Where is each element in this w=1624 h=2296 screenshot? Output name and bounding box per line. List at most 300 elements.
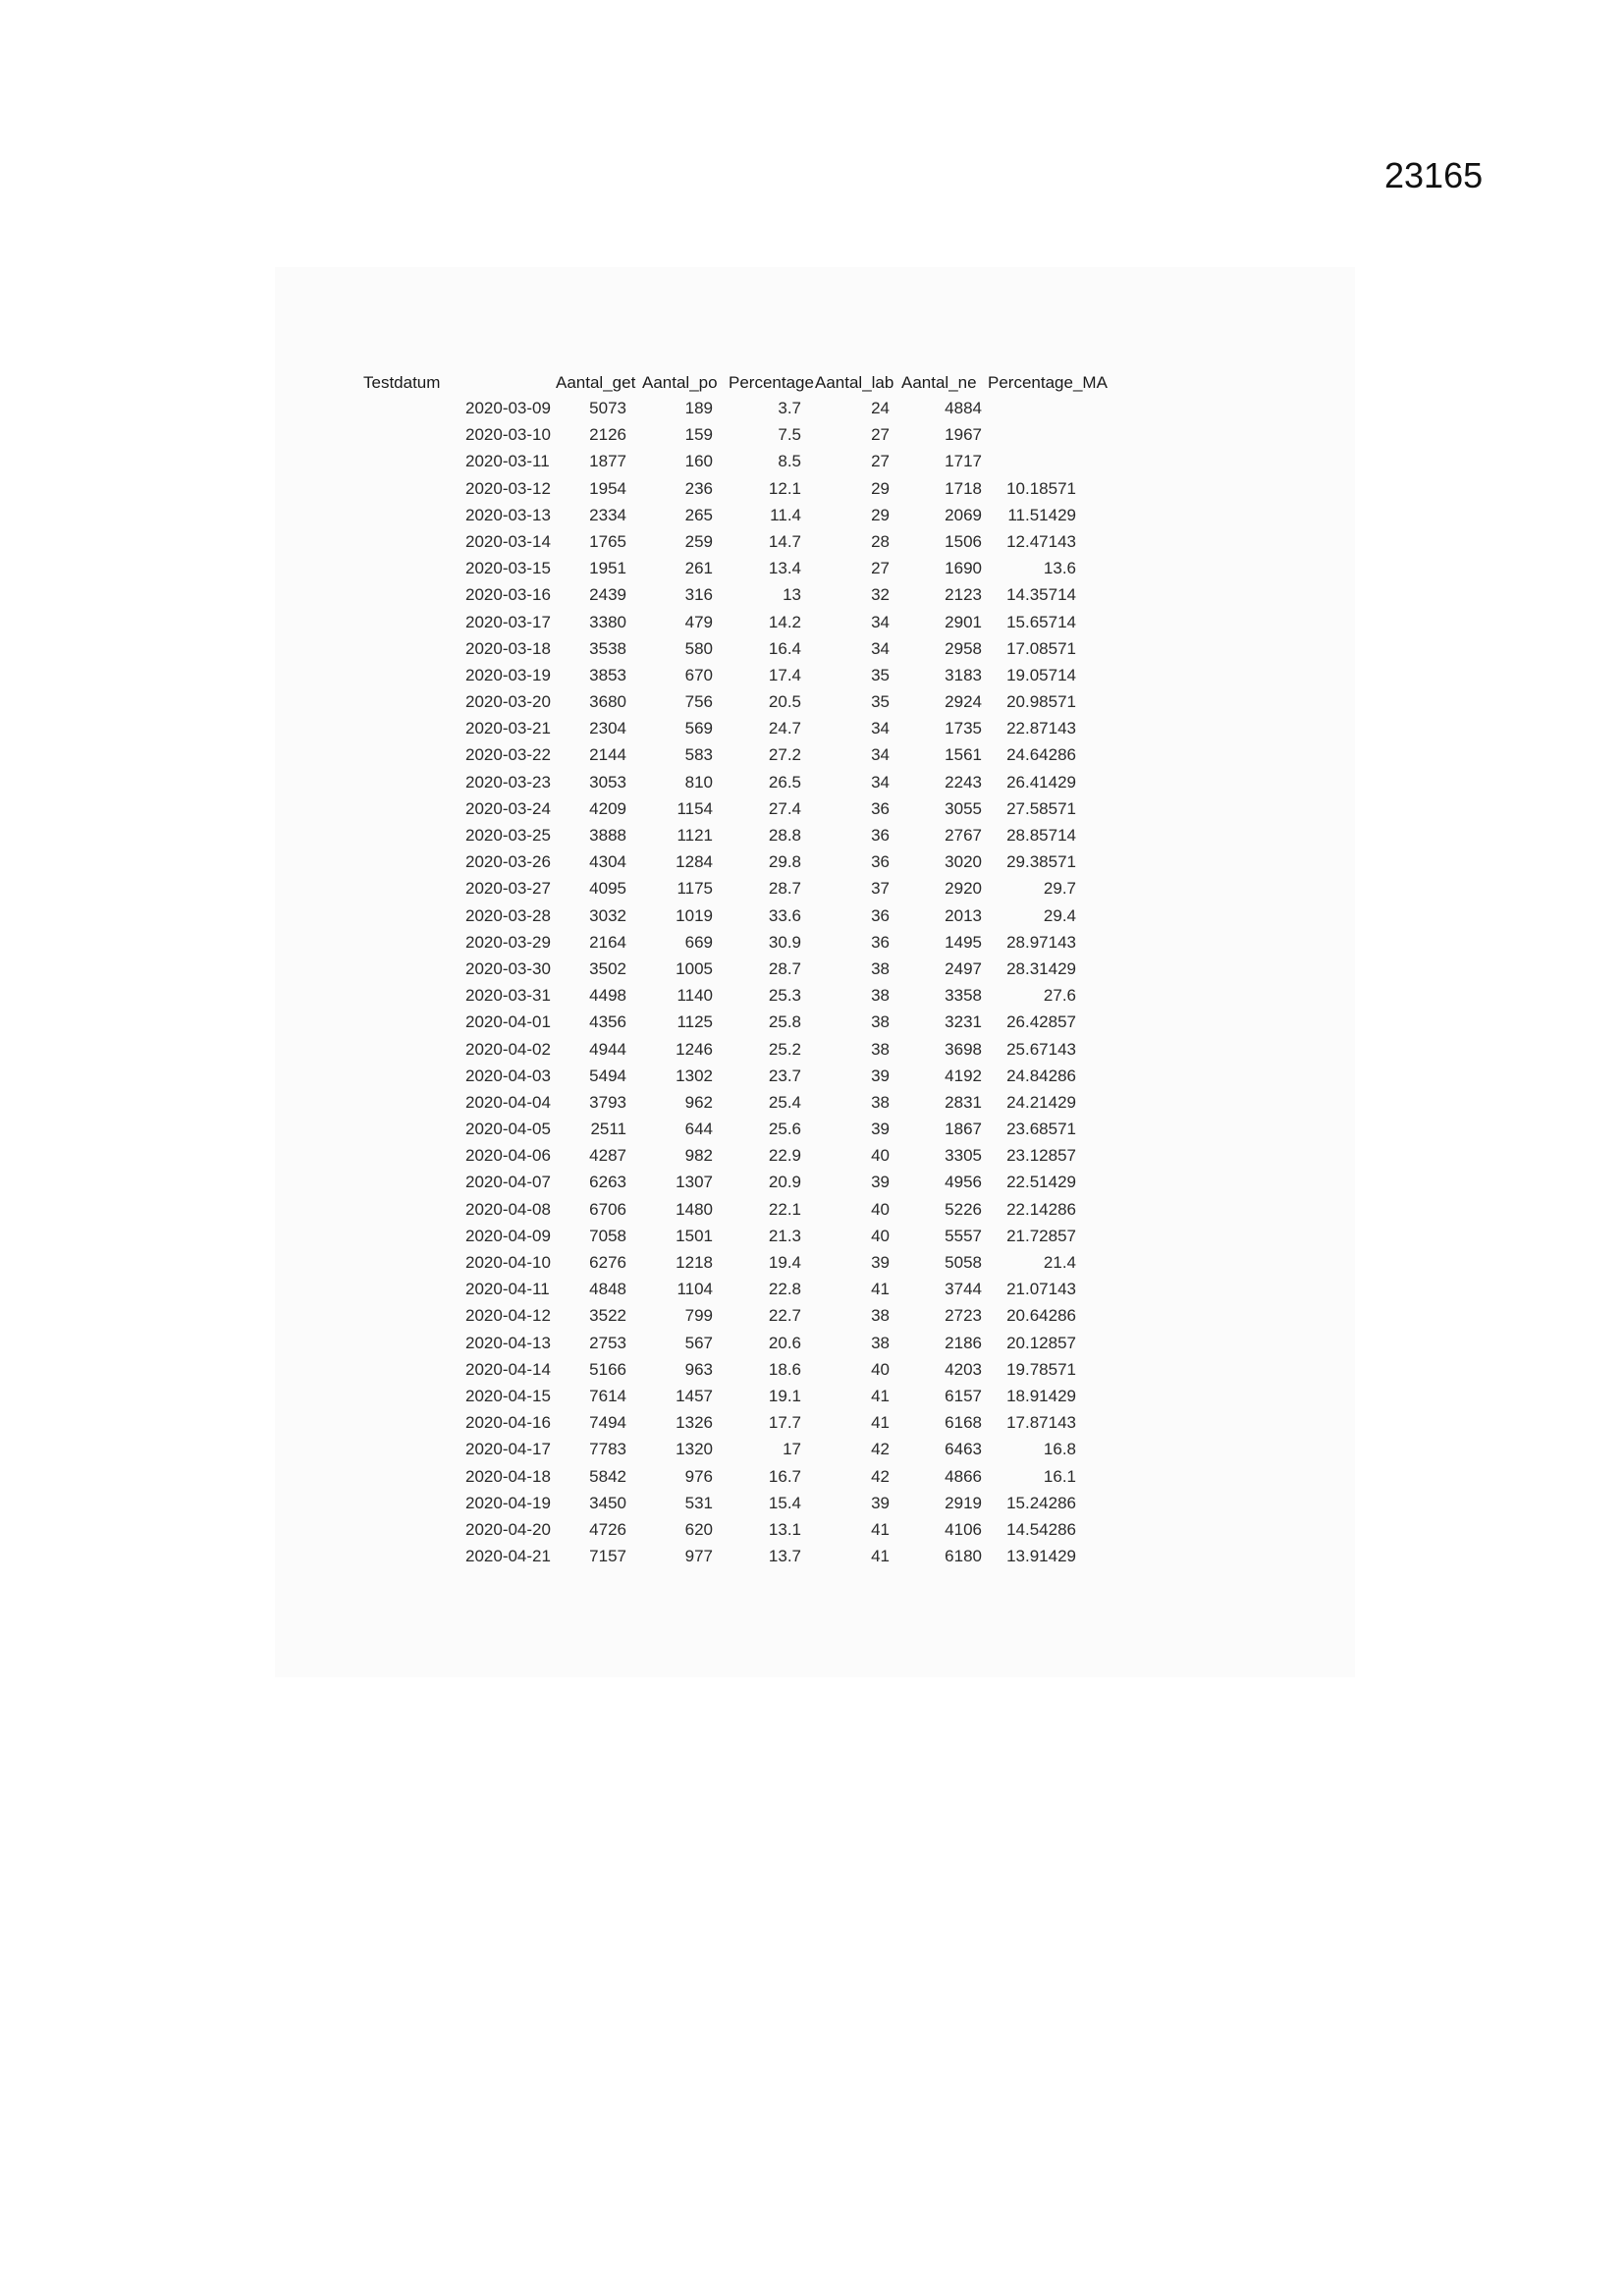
cell-aantal-ne: 6168	[945, 1413, 982, 1433]
table-row	[363, 1306, 1129, 1333]
table-row	[363, 745, 1129, 772]
cell-aantal-lab: 27	[871, 559, 890, 578]
table-row	[363, 826, 1129, 852]
cell-aantal-lab: 38	[871, 986, 890, 1006]
cell-percentage: 17.7	[768, 1413, 801, 1433]
cell-percentage-ma: 27.58571	[1006, 798, 1076, 818]
cell-aantal-get: 3888	[589, 826, 626, 845]
cell-aantal-lab: 34	[871, 612, 890, 631]
cell-aantal-get: 3522	[589, 1306, 626, 1326]
cell-aantal-lab: 42	[871, 1466, 890, 1486]
cell-testdatum: 2020-03-11	[465, 452, 550, 471]
cell-percentage: 17.4	[768, 665, 801, 684]
cell-aantal-po: 1320	[676, 1440, 713, 1459]
cell-percentage: 22.9	[768, 1146, 801, 1166]
cell-percentage-ma: 22.51429	[1006, 1173, 1076, 1192]
cell-testdatum: 2020-03-25	[465, 826, 551, 845]
header-testdatum: Testdatum	[363, 373, 441, 392]
cell-percentage: 25.6	[768, 1120, 801, 1139]
cell-aantal-get: 4944	[589, 1039, 626, 1059]
cell-percentage: 27.2	[768, 745, 801, 765]
cell-aantal-get: 3032	[589, 905, 626, 925]
cell-percentage-ma: 22.14286	[1006, 1199, 1076, 1219]
cell-percentage-ma: 14.54286	[1006, 1519, 1076, 1539]
cell-testdatum: 2020-03-29	[465, 932, 551, 952]
cell-aantal-get: 4095	[589, 879, 626, 899]
cell-aantal-po: 531	[684, 1493, 713, 1512]
cell-aantal-ne: 5226	[945, 1199, 982, 1219]
table-row	[363, 1093, 1129, 1120]
cell-aantal-get: 3680	[589, 692, 626, 712]
table-row	[363, 906, 1129, 933]
cell-aantal-ne: 2767	[945, 826, 982, 845]
cell-aantal-ne: 6157	[945, 1386, 982, 1405]
cell-percentage-ma: 17.87143	[1006, 1413, 1076, 1433]
cell-percentage-ma: 11.51429	[1007, 505, 1076, 524]
cell-aantal-lab: 38	[871, 1012, 890, 1032]
header-aantal-lab: Aantal_lab	[815, 373, 894, 392]
table-row	[363, 692, 1129, 719]
cell-aantal-po: 583	[684, 745, 713, 765]
cell-percentage: 26.5	[768, 772, 801, 792]
table-row	[363, 1280, 1129, 1306]
cell-percentage-ma: 23.68571	[1006, 1120, 1076, 1139]
cell-percentage-ma: 22.87143	[1006, 719, 1076, 738]
cell-aantal-get: 1877	[589, 452, 626, 471]
cell-percentage: 33.6	[768, 905, 801, 925]
cell-testdatum: 2020-03-10	[465, 425, 551, 445]
table-row	[363, 479, 1129, 506]
cell-aantal-ne: 3744	[945, 1280, 982, 1299]
cell-aantal-get: 3853	[589, 665, 626, 684]
cell-percentage-ma: 12.47143	[1006, 531, 1076, 551]
cell-aantal-get: 7494	[589, 1413, 626, 1433]
cell-percentage-ma: 13.6	[1043, 559, 1076, 578]
cell-aantal-get: 4498	[589, 986, 626, 1006]
cell-aantal-ne: 2123	[945, 585, 982, 605]
cell-aantal-ne: 4203	[945, 1359, 982, 1379]
cell-testdatum: 2020-04-21	[465, 1547, 551, 1566]
cell-aantal-ne: 2919	[945, 1493, 982, 1512]
cell-percentage-ma: 28.31429	[1006, 958, 1076, 978]
cell-percentage: 13.7	[768, 1547, 801, 1566]
cell-aantal-lab: 40	[871, 1226, 890, 1245]
cell-testdatum: 2020-03-22	[465, 745, 551, 765]
cell-percentage-ma: 20.12857	[1006, 1333, 1076, 1352]
cell-percentage-ma: 28.97143	[1006, 932, 1076, 952]
cell-percentage: 11.4	[770, 505, 801, 524]
cell-aantal-get: 7058	[589, 1226, 626, 1245]
cell-aantal-po: 160	[684, 452, 713, 471]
cell-aantal-ne: 2958	[945, 638, 982, 658]
table-row	[363, 1467, 1129, 1494]
cell-aantal-ne: 4192	[945, 1066, 982, 1085]
table-row	[363, 399, 1129, 425]
cell-aantal-lab: 39	[871, 1066, 890, 1085]
cell-aantal-get: 4304	[589, 852, 626, 872]
table-row	[363, 986, 1129, 1012]
cell-aantal-ne: 3183	[945, 665, 982, 684]
cell-testdatum: 2020-03-17	[465, 612, 551, 631]
cell-aantal-po: 670	[684, 665, 713, 684]
cell-percentage: 28.7	[768, 879, 801, 899]
cell-percentage: 20.9	[768, 1173, 801, 1192]
cell-aantal-lab: 27	[871, 452, 890, 471]
cell-aantal-po: 756	[684, 692, 713, 712]
table-row	[363, 559, 1129, 585]
cell-percentage-ma: 15.24286	[1006, 1493, 1076, 1512]
cell-aantal-po: 1121	[677, 826, 713, 845]
cell-testdatum: 2020-03-20	[465, 692, 551, 712]
cell-aantal-lab: 41	[871, 1386, 890, 1405]
cell-percentage: 16.4	[768, 638, 801, 658]
cell-testdatum: 2020-04-05	[465, 1120, 551, 1139]
cell-aantal-get: 5073	[589, 399, 626, 417]
cell-testdatum: 2020-03-26	[465, 852, 551, 872]
cell-aantal-po: 259	[684, 531, 713, 551]
cell-aantal-po: 580	[684, 638, 713, 658]
cell-aantal-lab: 34	[871, 745, 890, 765]
cell-aantal-lab: 34	[871, 638, 890, 658]
header-aantal-ne: Aantal_ne	[901, 373, 977, 392]
cell-aantal-get: 4209	[589, 798, 626, 818]
cell-aantal-po: 265	[684, 505, 713, 524]
cell-testdatum: 2020-04-18	[465, 1466, 551, 1486]
cell-aantal-lab: 41	[871, 1547, 890, 1566]
cell-percentage-ma: 20.98571	[1006, 692, 1076, 712]
cell-aantal-po: 1307	[676, 1173, 713, 1192]
cell-aantal-po: 1019	[676, 905, 713, 925]
cell-aantal-po: 1480	[676, 1199, 713, 1219]
cell-aantal-lab: 41	[871, 1413, 890, 1433]
table-row	[363, 1227, 1129, 1253]
cell-aantal-lab: 39	[871, 1120, 890, 1139]
cell-aantal-get: 5494	[589, 1066, 626, 1085]
cell-aantal-ne: 2497	[945, 958, 982, 978]
cell-aantal-get: 1951	[589, 559, 626, 578]
cell-aantal-lab: 38	[871, 1333, 890, 1352]
cell-aantal-ne: 4106	[945, 1519, 982, 1539]
cell-aantal-po: 977	[684, 1547, 713, 1566]
cell-percentage-ma: 23.12857	[1006, 1146, 1076, 1166]
cell-testdatum: 2020-04-04	[465, 1092, 551, 1112]
table-row	[363, 1120, 1129, 1146]
cell-percentage: 12.1	[768, 478, 801, 498]
cell-aantal-lab: 41	[871, 1519, 890, 1539]
table-row	[363, 639, 1129, 666]
cell-percentage-ma: 26.42857	[1006, 1012, 1076, 1032]
cell-testdatum: 2020-03-23	[465, 772, 551, 792]
cell-aantal-get: 1765	[589, 531, 626, 551]
cell-testdatum: 2020-03-16	[465, 585, 551, 605]
cell-percentage: 19.4	[768, 1253, 801, 1272]
cell-aantal-get: 2511	[590, 1120, 626, 1139]
page-number: 23165	[1384, 155, 1484, 195]
table-body	[363, 399, 1129, 1573]
cell-percentage: 27.4	[768, 798, 801, 818]
header-aantal-get: Aantal_get	[556, 373, 636, 392]
header-aantal-po: Aantal_po	[642, 373, 718, 392]
table-row	[363, 532, 1129, 559]
table-row	[363, 1253, 1129, 1280]
cell-aantal-ne: 2901	[945, 612, 982, 631]
cell-aantal-po: 962	[684, 1092, 713, 1112]
cell-testdatum: 2020-03-30	[465, 958, 551, 978]
cell-aantal-lab: 28	[871, 531, 890, 551]
cell-percentage-ma: 13.91429	[1006, 1547, 1076, 1566]
cell-aantal-lab: 40	[871, 1199, 890, 1219]
cell-percentage: 25.8	[768, 1012, 801, 1032]
cell-percentage-ma: 29.4	[1043, 905, 1076, 925]
cell-percentage-ma: 15.65714	[1006, 612, 1076, 631]
table-row	[363, 1387, 1129, 1413]
cell-percentage-ma: 10.18571	[1006, 478, 1076, 498]
table-row	[363, 1547, 1129, 1573]
cell-aantal-get: 2334	[589, 505, 626, 524]
cell-aantal-ne: 2924	[945, 692, 982, 712]
cell-testdatum: 2020-03-27	[465, 879, 551, 899]
cell-aantal-get: 2126	[589, 425, 626, 445]
cell-aantal-lab: 40	[871, 1146, 890, 1166]
cell-aantal-get: 3380	[589, 612, 626, 631]
table-row	[363, 613, 1129, 639]
cell-aantal-lab: 24	[871, 399, 890, 417]
cell-aantal-get: 1954	[589, 478, 626, 498]
cell-aantal-ne: 4956	[945, 1173, 982, 1192]
cell-aantal-ne: 1867	[945, 1120, 982, 1139]
cell-aantal-po: 1457	[676, 1386, 713, 1405]
cell-testdatum: 2020-03-28	[465, 905, 551, 925]
table-row	[363, 1520, 1129, 1547]
cell-percentage: 23.7	[768, 1066, 801, 1085]
cell-percentage: 17	[783, 1440, 801, 1459]
cell-percentage: 19.1	[768, 1386, 801, 1405]
cell-aantal-ne: 1506	[945, 531, 982, 551]
cell-aantal-ne: 1967	[945, 425, 982, 445]
cell-percentage-ma: 21.07143	[1006, 1280, 1076, 1299]
cell-percentage-ma: 14.35714	[1006, 585, 1076, 605]
cell-aantal-po: 479	[684, 612, 713, 631]
cell-aantal-ne: 3698	[945, 1039, 982, 1059]
cell-aantal-lab: 39	[871, 1253, 890, 1272]
cell-percentage: 25.4	[768, 1092, 801, 1112]
cell-aantal-get: 3502	[589, 958, 626, 978]
table-row	[363, 799, 1129, 826]
cell-aantal-lab: 36	[871, 905, 890, 925]
cell-percentage: 21.3	[768, 1226, 801, 1245]
table-row	[363, 506, 1129, 532]
cell-aantal-po: 1104	[677, 1280, 713, 1299]
cell-percentage: 13.4	[768, 559, 801, 578]
cell-aantal-po: 976	[684, 1466, 713, 1486]
cell-aantal-ne: 5557	[945, 1226, 982, 1245]
cell-aantal-ne: 6180	[945, 1547, 982, 1566]
cell-aantal-get: 2144	[589, 745, 626, 765]
cell-aantal-lab: 36	[871, 932, 890, 952]
cell-percentage: 22.7	[768, 1306, 801, 1326]
cell-percentage-ma: 29.38571	[1006, 852, 1076, 872]
cell-aantal-lab: 34	[871, 772, 890, 792]
cell-aantal-lab: 38	[871, 1092, 890, 1112]
cell-aantal-lab: 35	[871, 665, 890, 684]
cell-aantal-ne: 1735	[945, 719, 982, 738]
cell-aantal-lab: 36	[871, 798, 890, 818]
cell-testdatum: 2020-04-19	[465, 1493, 551, 1512]
cell-aantal-lab: 34	[871, 719, 890, 738]
cell-percentage-ma: 19.78571	[1006, 1359, 1076, 1379]
table-row	[363, 879, 1129, 905]
table-row	[363, 1494, 1129, 1520]
cell-percentage: 30.9	[768, 932, 801, 952]
cell-percentage-ma: 29.7	[1043, 879, 1076, 899]
cell-aantal-po: 1154	[677, 798, 713, 818]
cell-aantal-po: 1302	[676, 1066, 713, 1085]
table-row	[363, 933, 1129, 959]
cell-aantal-ne: 2831	[945, 1092, 982, 1112]
cell-percentage: 29.8	[768, 852, 801, 872]
cell-testdatum: 2020-03-18	[465, 638, 551, 658]
cell-aantal-get: 4287	[589, 1146, 626, 1166]
cell-aantal-lab: 41	[871, 1280, 890, 1299]
cell-aantal-lab: 42	[871, 1440, 890, 1459]
cell-testdatum: 2020-03-09	[465, 399, 551, 417]
cell-aantal-po: 236	[684, 478, 713, 498]
cell-testdatum: 2020-04-15	[465, 1386, 551, 1405]
table-row	[363, 773, 1129, 799]
cell-percentage: 24.7	[768, 719, 801, 738]
cell-aantal-ne: 3305	[945, 1146, 982, 1166]
cell-aantal-po: 1218	[676, 1253, 713, 1272]
cell-percentage-ma: 16.8	[1043, 1440, 1076, 1459]
cell-aantal-get: 4726	[589, 1519, 626, 1539]
cell-aantal-po: 261	[684, 559, 713, 578]
cell-testdatum: 2020-04-12	[465, 1306, 551, 1326]
cell-aantal-lab: 37	[871, 879, 890, 899]
cell-aantal-lab: 32	[871, 585, 890, 605]
table-row	[363, 1440, 1129, 1466]
table-row	[363, 719, 1129, 745]
cell-aantal-ne: 3020	[945, 852, 982, 872]
cell-testdatum: 2020-04-06	[465, 1146, 551, 1166]
cell-aantal-po: 1501	[676, 1226, 713, 1245]
cell-testdatum: 2020-03-13	[465, 505, 551, 524]
cell-aantal-ne: 3358	[945, 986, 982, 1006]
cell-aantal-lab: 39	[871, 1173, 890, 1192]
cell-aantal-get: 7783	[589, 1440, 626, 1459]
cell-percentage-ma: 24.64286	[1006, 745, 1076, 765]
cell-aantal-get: 3538	[589, 638, 626, 658]
cell-percentage-ma: 17.08571	[1006, 638, 1076, 658]
cell-testdatum: 2020-04-08	[465, 1199, 551, 1219]
cell-aantal-po: 810	[684, 772, 713, 792]
cell-testdatum: 2020-03-14	[465, 531, 551, 551]
cell-aantal-ne: 1718	[945, 478, 982, 498]
table-row	[363, 1066, 1129, 1093]
cell-aantal-po: 963	[684, 1359, 713, 1379]
cell-percentage: 8.5	[778, 452, 801, 471]
cell-aantal-get: 6276	[589, 1253, 626, 1272]
cell-percentage-ma: 24.21429	[1006, 1092, 1076, 1112]
table-row	[363, 585, 1129, 612]
table-row	[363, 1360, 1129, 1387]
cell-testdatum: 2020-04-09	[465, 1226, 551, 1245]
cell-percentage-ma: 28.85714	[1006, 826, 1076, 845]
cell-percentage-ma: 27.6	[1043, 986, 1076, 1006]
cell-percentage: 20.6	[768, 1333, 801, 1352]
cell-percentage: 15.4	[768, 1493, 801, 1512]
cell-percentage: 3.7	[778, 399, 801, 417]
table-row	[363, 1334, 1129, 1360]
cell-aantal-lab: 38	[871, 958, 890, 978]
table-row	[363, 959, 1129, 986]
cell-aantal-get: 2304	[589, 719, 626, 738]
cell-percentage: 28.8	[768, 826, 801, 845]
table-row	[363, 666, 1129, 692]
cell-aantal-po: 316	[684, 585, 713, 605]
cell-aantal-po: 799	[684, 1306, 713, 1326]
cell-percentage: 14.7	[768, 531, 801, 551]
cell-testdatum: 2020-04-14	[465, 1359, 551, 1379]
cell-aantal-get: 5842	[589, 1466, 626, 1486]
cell-aantal-get: 4848	[589, 1280, 626, 1299]
cell-aantal-po: 159	[684, 425, 713, 445]
table-row	[363, 452, 1129, 478]
cell-percentage-ma: 20.64286	[1006, 1306, 1076, 1326]
cell-aantal-po: 569	[684, 719, 713, 738]
cell-aantal-ne: 4866	[945, 1466, 982, 1486]
cell-percentage-ma: 24.84286	[1006, 1066, 1076, 1085]
cell-percentage: 22.8	[768, 1280, 801, 1299]
cell-aantal-po: 1284	[676, 852, 713, 872]
cell-aantal-lab: 39	[871, 1493, 890, 1512]
cell-aantal-ne: 5058	[945, 1253, 982, 1272]
cell-aantal-lab: 40	[871, 1359, 890, 1379]
cell-aantal-po: 1326	[676, 1413, 713, 1433]
cell-percentage: 13.1	[768, 1519, 801, 1539]
cell-aantal-ne: 2013	[945, 905, 982, 925]
cell-percentage: 25.2	[768, 1039, 801, 1059]
cell-aantal-get: 2164	[589, 932, 626, 952]
cell-aantal-get: 7614	[589, 1386, 626, 1405]
cell-aantal-ne: 4884	[945, 399, 982, 417]
cell-aantal-get: 3450	[589, 1493, 626, 1512]
cell-percentage: 25.3	[768, 986, 801, 1006]
cell-aantal-ne: 6463	[945, 1440, 982, 1459]
cell-aantal-po: 1246	[676, 1039, 713, 1059]
cell-aantal-get: 4356	[589, 1012, 626, 1032]
cell-aantal-ne: 1561	[945, 745, 982, 765]
cell-testdatum: 2020-04-10	[465, 1253, 551, 1272]
table-row	[363, 425, 1129, 452]
cell-aantal-po: 1005	[676, 958, 713, 978]
cell-testdatum: 2020-04-01	[465, 1012, 551, 1032]
cell-aantal-po: 669	[684, 932, 713, 952]
cell-aantal-po: 1125	[677, 1012, 713, 1032]
cell-aantal-lab: 27	[871, 425, 890, 445]
cell-aantal-lab: 38	[871, 1306, 890, 1326]
cell-percentage: 20.5	[768, 692, 801, 712]
cell-aantal-ne: 3055	[945, 798, 982, 818]
cell-testdatum: 2020-03-19	[465, 665, 551, 684]
cell-percentage-ma: 18.91429	[1006, 1386, 1076, 1405]
cell-testdatum: 2020-04-13	[465, 1333, 551, 1352]
table-row	[363, 1012, 1129, 1039]
cell-aantal-lab: 36	[871, 826, 890, 845]
cell-aantal-po: 620	[684, 1519, 713, 1539]
table-row	[363, 1040, 1129, 1066]
cell-percentage: 14.2	[768, 612, 801, 631]
cell-aantal-get: 3053	[589, 772, 626, 792]
